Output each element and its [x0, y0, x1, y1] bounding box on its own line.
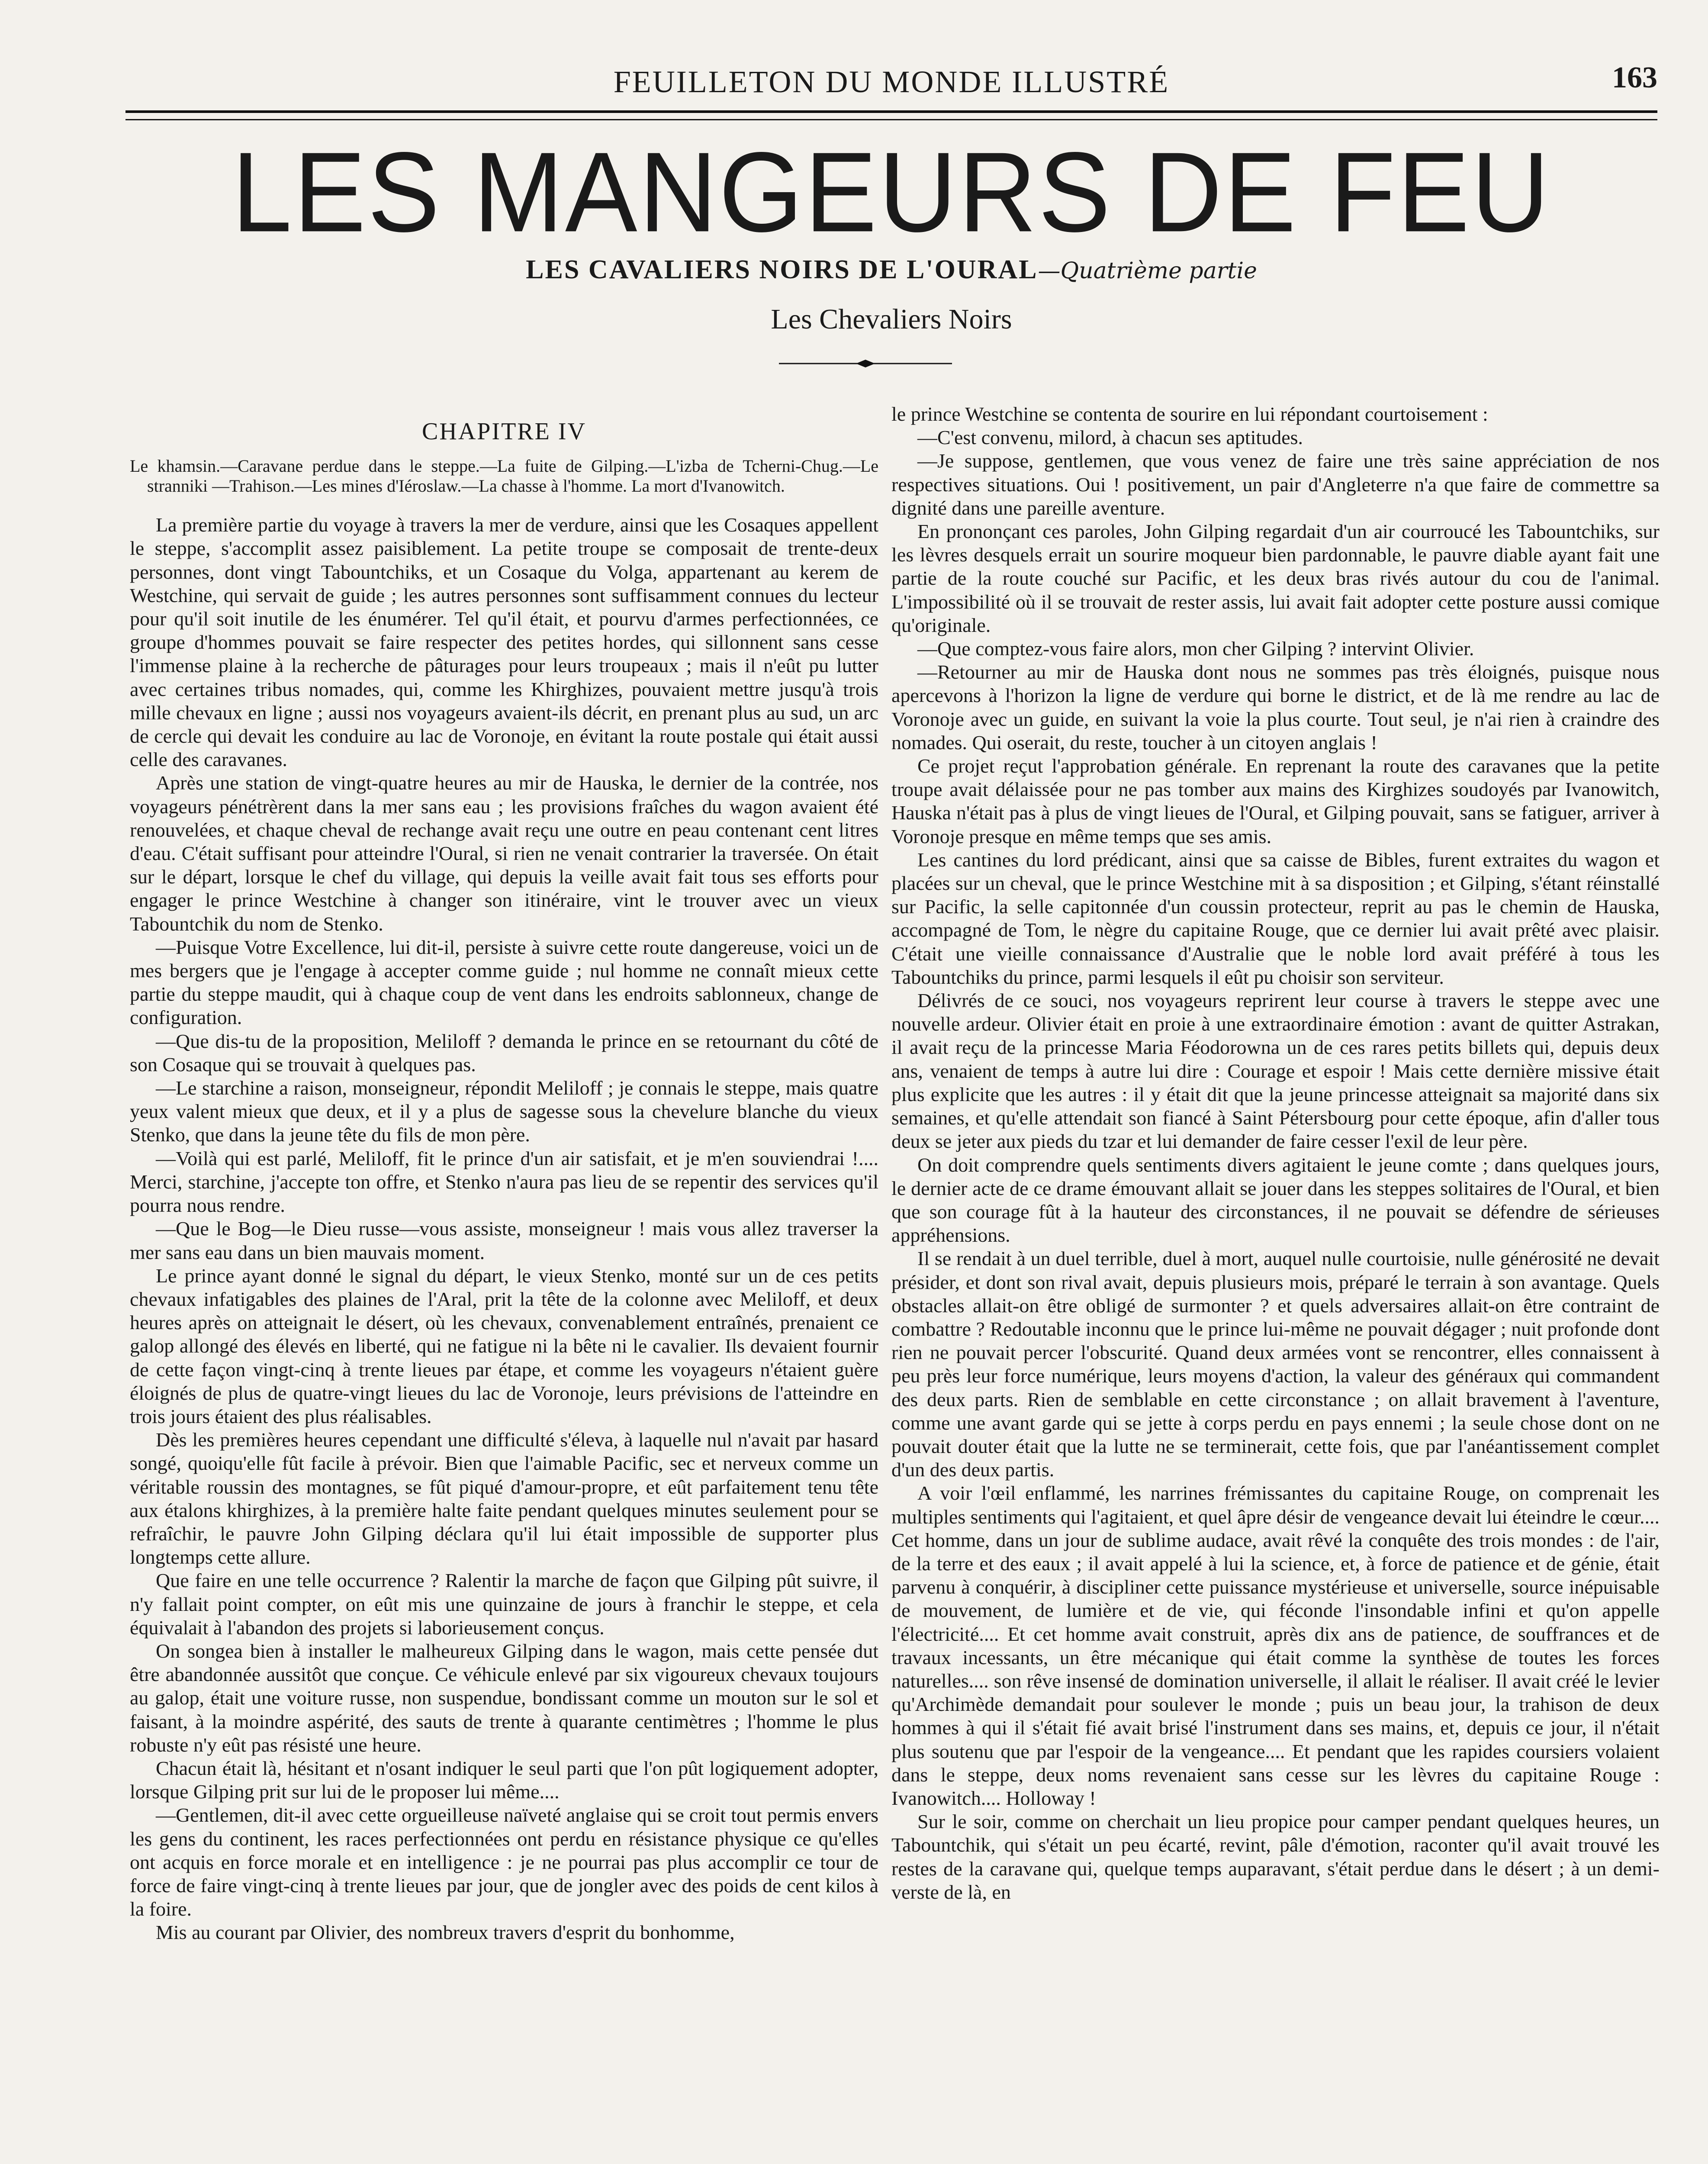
paragraph: Les cantines du lord prédicant, ainsi que sa caisse de Bibles, furent extraites du wagon et placées sur un cheval, que le prince Westchine mit à sa disposition ; et Gilping, s'étant réinstallé sur Pacific, la selle capitonnée d'un coussin protecteur, reprit au pas le chemin de Hauska, accompagné de Tom, le nègre du capitaine Rouge, que ce dernier lui avait prêté avec plaisir. C'était une vieille connaissance d'Australie que le noble lord avait préféré à tous les Tabountchiks du prince, parmi lesquels il eût pu choisir son serviteur. [891, 848, 1660, 988]
paragraph: En prononçant ces paroles, John Gilping regardait d'un air courroucé les Tabountchiks, sur les lèvres desquels errait un sourire moqueur bien pardonnable, le pauvre diable ayant fait une partie de la route couché sur Pacific, et les deux bras rivés autour du cou de l'animal. L'impossibilité où il se trouvait de rester assis, lui avait fait adopter cette posture aussi comique qu'originale. [891, 520, 1660, 636]
header-rule [125, 110, 1657, 120]
subtitle-part: —Quatrième partie [1038, 258, 1257, 284]
paragraph: —Gentlemen, dit-il avec cette orgueilleuse naïveté anglaise qui se croit tout permis envers les gens du continent, les races perfectionnées ont perdu en résistance physique ce qu'elles ont acquis en force morale et en intelligence : je ne pourrai pas plus accomplir ce tour de force de faire vingt-cinq à trente lieues par jour, que de jongler avec des poids de cent kilos à la foire. [130, 1804, 878, 1920]
subtitle-main: LES CAVALIERS NOIRS DE L'OURAL [526, 255, 1038, 284]
paragraph: Dès les premières heures cependant une difficulté s'éleva, à laquelle nul n'avait par hasard songé, quoiqu'elle fût facile à prévoir. Bien que l'aimable Pacific, sec et nerveux comme un véritable roussin des montagnes, se fût piqué d'amour-propre, et eût parfaitement tenu tête aux étalons khirghizes, à la première halte faite pendant quelques minutes seulement pour se refraîchir, le pauvre John Gilping déclara qu'il lui était impossible de supporter plus longtemps cette allure. [130, 1429, 878, 1568]
section-title: Les Chevaliers Noirs [771, 303, 1012, 335]
paragraph: —Puisque Votre Excellence, lui dit-il, persiste à suivre cette route dangereuse, voici un de mes bergers que je l'engage à accepter comme guide ; nul homme ne connaît mieux cette partie du steppe maudit, qui à chaque coup de vent dans les endroits sablonneux, change de configuration. [130, 936, 878, 1029]
chapter-heading: CHAPITRE IV [422, 418, 586, 445]
paragraph: On doit comprendre quels sentiments divers agitaient le jeune comte ; dans quelques jours, le dernier acte de ce drame émouvant allait se jouer dans les steppes solitaires de l'Oural, et bien que son courage fût à la hauteur des circonstances, il ne pouvait se défendre de sérieuses appréhensions. [891, 1153, 1660, 1246]
paragraph: Chacun était là, hésitant et n'osant indiquer le seul parti que l'on pût logiquement adopter, lorsque Gilping prit sur lui de le proposer lui même.... [130, 1757, 878, 1803]
paragraph: —Retourner au mir de Hauska dont nous ne sommes pas très éloignés, puisque nous apercevons à l'horizon la ligne de verdure qui borne le district, et de là me rendre au lac de Voronoje avec un guide, en suivant la voie la plus courte. Tout seul, je n'ai rien à craindre des nomades. Qui oserait, du reste, toucher à un citoyen anglais ! [891, 661, 1660, 754]
paragraph: —Que comptez-vous faire alors, mon cher Gilping ? intervint Olivier. [917, 638, 1474, 660]
ornament-rule [779, 359, 952, 368]
paragraph: —Que dis-tu de la proposition, Meliloff ? demanda le prince en se retournant du côté de son Cosaque qui se trouvait à quelques pas. [130, 1030, 878, 1076]
page-number: 163 [1612, 61, 1657, 94]
running-title: FEUILLETON DU MONDE ILLUSTRÉ [613, 64, 1170, 99]
paragraph: Mis au courant par Olivier, des nombreux travers d'esprit du bonhomme, [156, 1921, 735, 1944]
right-paragraphs [891, 403, 1660, 1904]
paragraph: Que faire en une telle occurrence ? Ralentir la marche de façon que Gilping pût suivre, il n'y fallait point compter, on eût mis une quinzaine de jours à franchir le steppe, et cela équivalait à l'abandon des projets si laborieusement conçus. [130, 1569, 878, 1639]
subtitle [125, 253, 1657, 285]
paragraph: La première partie du voyage à travers la mer de verdure, ainsi que les Cosaques appellent le steppe, s'accomplit assez paisiblement. La petite troupe se composait de trente-deux personnes, dont vingt Tabountchiks, et un Cosaque du Volga, appartenant au kerem de Westchine, qui servait de guide ; les autres personnes sont suffisamment connues du lecteur pour qu'il soit inutile de les énumérer. Tel qu'il était, et pourvu d'armes perfectionnées, ce groupe d'hommes pouvait se faire respecter des petites hordes, qui sillonnent sans cesse l'immense plaine à la recherche de pâturages pour leurs troupeaux ; mais il n'eût pu lutter avec certaines tribus nomades, qui, comme les Khirghizes, pouvaient mettre jusqu'à trois mille chevaux en ligne ; aussi nos voyageurs avaient-ils décrit, en prenant plus au sud, un arc de cercle qui devait les conduire au lac de Voronoje, en évitant la route postale qui était aussi celle des caravanes. [130, 514, 878, 771]
paragraph: le prince Westchine se contenta de sourire en lui répondant courtoisement : [891, 403, 1488, 425]
paragraph: Il se rendait à un duel terrible, duel à mort, auquel nulle courtoisie, nulle générosité ne devait présider, et dont son rival avait, depuis plusieurs mois, préparé le terrain à son avantage. Quels obstacles allait-on être obligé de surmonter ? et quels adversaires allait-on être contraint de combattre ? Redoutable inconnu que le prince lui-même ne pouvait dégager ; nuit profonde dont rien ne pouvait percer l'obscurité. Quand deux armées vont se rencontrer, elles connaissent à peu près leur force numérique, leurs moyens d'action, la valeur des généraux qui commandent des deux parts. Rien de semblable en cette circonstance ; on allait bravement à l'aventure, comme une avant garde qui se jette à corps perdu en pays ennemi ; la seule chose dont on ne pouvait douter était que la lutte ne se terminerait, cette fois, que par l'anéantissement complet d'un des deux partis. [891, 1247, 1660, 1481]
right-column [891, 403, 1660, 1904]
feuilleton-title: LES MANGEURS DE FEU [232, 129, 1551, 255]
paragraph: —Le starchine a raison, monseigneur, répondit Meliloff ; je connais le steppe, mais quatre yeux valent mieux que deux, et il y a plus de sagesse sous la chevelure blanche du vieux Stenko, que dans la jeune tête du fils de mon père. [130, 1077, 878, 1146]
paragraph: —Voilà qui est parlé, Meliloff, fit le prince d'un air satisfait, et je m'en souviendrai !.... Merci, starchine, j'accepte ton offre, et Stenko n'aura pas lieu de se repentir des services qu'il pourra nous rendre. [130, 1147, 878, 1217]
paragraph: Le prince ayant donné le signal du départ, le vieux Stenko, monté sur un de ces petits chevaux infatigables des plaines de l'Aral, prit la tête de la colonne avec Meliloff, et deux heures après on atteignait le désert, où les chevaux, convenablement entraînés, prenaient ce galop allongé des élevés en liberté, qui ne fatigue ni la bête ni le cavalier. Ils devaient fournir de cette façon vingt-cinq à trente lieues par étape, et comme les voyageurs n'étaient guère éloignés de plus de quatre-vingt lieues du lac de Voronoje, leurs prévisions de l'atteindre en trois jours étaient des plus réalisables. [130, 1264, 878, 1427]
paragraph: —Je suppose, gentlemen, que vous venez de faire une très saine appréciation de nos respectives situations. Oui ! positivement, un pair d'Angleterre n'a que faire de commettre sa dignité dans une pareille aventure. [891, 450, 1660, 519]
left-paragraphs [130, 513, 878, 1944]
paragraph: —C'est convenu, milord, à chacun ses aptitudes. [917, 426, 1303, 449]
running-head [125, 56, 1657, 104]
paragraph: Sur le soir, comme on cherchait un lieu propice pour camper pendant quelques heures, un Tabountchik, qui s'était un peu écarté, revint, pâle d'émotion, raconter qu'il avait trouvé les restes de la caravane qui, quelque temps auparavant, s'était perdue dans le désert ; à un demi-verste de là, en [891, 1810, 1660, 1903]
chapter-summary: Le khamsin.—Caravane perdue dans le steppe.—La fuite de Gilping.—L'izba de Tcherni-Chug.—Le stranniki —Trahison.—Les mines d'Iéroslaw.—La chasse à l'homme. La mort d'Ivanowitch. [130, 456, 878, 496]
paragraph: A voir l'œil enflammé, les narrines frémissantes du capitaine Rouge, on comprenait les multiples sentiments qui l'agitaient, et quel âpre désir de vengeance devait lui éteindre le cœur.... Cet homme, dans un jour de sublime audace, avait rêvé la conquête des trois mondes : de l'air, de la terre et des eaux ; il avait appelé à lui la science, et, à force de patience et de génie, était parvenu à conquérir, à discipliner cette puissance mystérieuse et universelle, source inépuisable de mouvement, de lumière et de vie, qui féconde l'insondable infini et qu'on appelle l'électricité.... Et cet homme avait construit, après dix ans de patience, de souffrances et de travaux incessants, un être mécanique qui était comme la synthèse de toutes les forces naturelles.... son rêve insensé de domination universelle, il allait le réaliser. Il avait créé le levier qu'Archimède demandait pour soulever le monde ; puis un beau jour, la trahison de deux hommes à qui il s'était fié avait brisé l'instrument dans ses mains, et, depuis ce jour, il n'était plus soutenu que par l'espoir de la vengeance.... Et pendant que les rapides coursiers volaient dans le steppe, deux noms revenaient sans cesse sur les lèvres du capitaine Rouge : Ivanowitch.... Holloway ! [891, 1482, 1660, 1809]
paragraph: Délivrés de ce souci, nos voyageurs reprirent leur course à travers le steppe avec une nouvelle ardeur. Olivier était en proie à une extraordinaire émotion : avant de quitter Astrakan, il avait reçu de la princesse Maria Féodorowna un de ces rares petits billets qui, depuis deux ans, venaient de temps à autre lui dire : Courage et espoir ! Mais cette dernière missive était plus explicite que les autres : il y était dit que la jeune princesse atteignait sa majorité dans six semaines, et qu'elle attendait son fiancé à Saint Pétersbourg pour cette époque, afin d'aller tous deux se jeter aux pieds du tzar et lui demander de faire cesser l'exil de leur père. [891, 989, 1660, 1153]
left-column [130, 403, 878, 1945]
paragraph: Ce projet reçut l'approbation générale. En reprenant la route des caravanes que la petite troupe avait délaissée pour ne pas tomber aux mains des Kirghizes soudoyés par Ivanowitch, Hauska n'était pas à plus de vingt lieues de l'Oural, et Gilping pouvait, sans se fatiguer, arriver à Voronoje presque en même temps que ses amis. [891, 755, 1660, 847]
paragraph: —Que le Bog—le Dieu russe—vous assiste, monseigneur ! mais vous allez traverser la mer sans eau dans un bien mauvais moment. [130, 1217, 878, 1263]
paragraph: On songea bien à installer le malheureux Gilping dans le wagon, mais cette pensée dut être abandonnée aussitôt que conçue. Ce véhicule enlevé par six vigoureux chevaux toujours au galop, était une voiture russe, non suspendue, bondissant comme un mouton sur le sol et faisant, à la moindre aspérité, des sauts de trente à quarante centimètres ; l'homme le plus robuste n'y eût pas résisté une heure. [130, 1639, 878, 1756]
paragraph: Après une station de vingt-quatre heures au mir de Hauska, le dernier de la contrée, nos voyageurs pénétrèrent dans la mer sans eau ; les provisions fraîches du wagon avaient été renouvelées, et chaque cheval de rechange avait reçu une outre en peau contenant cent litres d'eau. C'était suffisant pour atteindre l'Oural, si rien ne venait contrarier la traversée. On était sur le départ, lorsque le chef du village, qui depuis la veille avait fait tous ses efforts pour engager le prince Westchine à changer son itinéraire, vint le trouver avec un vieux Tabountchik du nom de Stenko. [130, 772, 878, 935]
